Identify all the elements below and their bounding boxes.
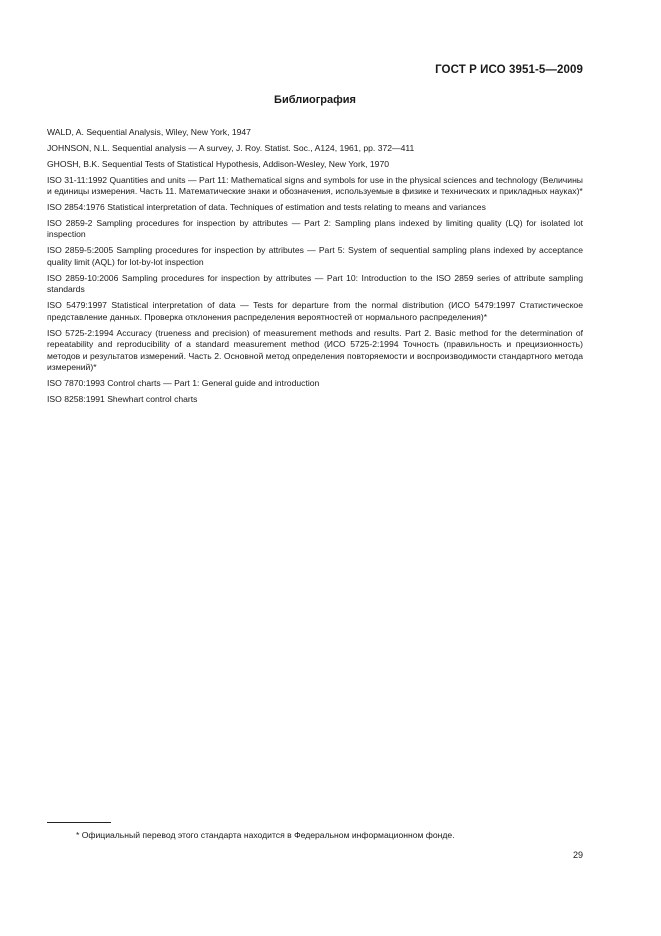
bibliography-entry: ISO 2854:1976 Statistical interpretation of data. Techniques of estimation and tests relating to means and variances bbox=[47, 202, 486, 213]
bibliography-entry: ISO 2859-5:2005 Sampling procedures for inspection by attributes — Part 5: System of sequential sampling plans indexed by acceptance quality limit (AQL) for lot-by-lot inspection bbox=[47, 245, 583, 267]
bibliography-entry: ISO 2859-2 Sampling procedures for inspection by attributes — Part 2: Sampling plans indexed by limiting quality (LQ) for isolated lot inspection bbox=[47, 217, 583, 240]
bibliography-entry: ISO 2859-10:2006 Sampling procedures for inspection by attributes — Part 10: Introduction to the ISO 2859 series of attribute sampling standards bbox=[47, 272, 583, 295]
page-number: 29 bbox=[572, 850, 583, 860]
bibliography-list bbox=[47, 127, 583, 410]
bibliography-entry: ISO 5479:1997 Statistical interpretation of data — Tests for departure from the normal distribution (ИСО 5479:1997 Статистическое представление данных. Проверка отклонения распределения вероятностей от нормального распределения)* bbox=[47, 300, 583, 322]
bibliography-entry: WALD, A. Sequential Analysis, Wiley, New York, 1947 bbox=[47, 127, 251, 137]
bibliography-entry: ISO 8258:1991 Shewhart control charts bbox=[47, 393, 198, 404]
bibliography-entry: ISO 31-11:1992 Quantities and units — Part 11: Mathematical signs and symbols for use in the physical sciences and technology (Величины и единицы измерения. Часть 11. Математические знаки и обозначения, используемые в физике и технических и прикладных науках)* bbox=[47, 174, 583, 197]
footnote-divider bbox=[47, 822, 111, 823]
bibliography-entry: JOHNSON, N.L. Sequential analysis — A survey, J. Roy. Statist. Soc., A124, 1961, pp. 372—411 bbox=[47, 142, 415, 153]
bibliography-title: Библиография bbox=[274, 94, 356, 106]
document-code-header: ГОСТ Р ИСО 3951-5—2009 bbox=[435, 64, 583, 76]
bibliography-entry: GHOSH, B.K. Sequential Tests of Statistical Hypothesis, Addison-Wesley, New York, 1970 bbox=[47, 158, 390, 169]
bibliography-entry: ISO 5725-2:1994 Accuracy (trueness and precision) of measurement methods and results. Part 2. Basic method for the determination of repeatability and reproducibility of a standard measurement method (ИСО 5725-2:1994 Точность (правильность и прецизионность) методов и результатов измерений. Часть 2. Основной метод определения повторяемости и воспроизводимости стандартного метода измерений)* bbox=[47, 327, 583, 373]
footnote: * Официальный перевод этого стандарта находится в Федеральном информационном фонде. bbox=[76, 830, 455, 840]
bibliography-entry: ISO 7870:1993 Control charts — Part 1: General guide and introduction bbox=[47, 377, 320, 388]
